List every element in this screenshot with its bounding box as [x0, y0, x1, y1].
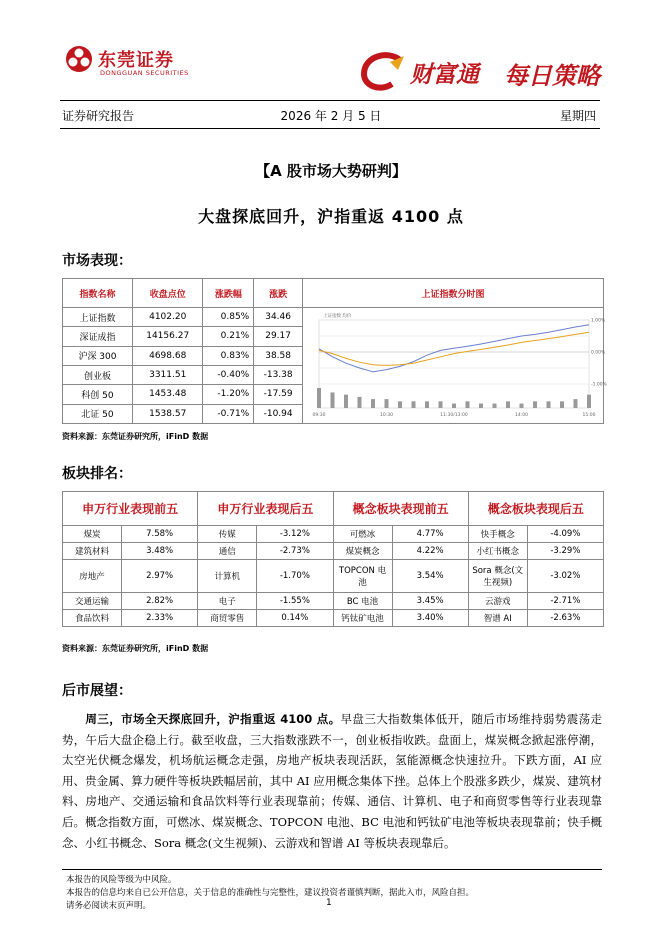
- sector-name: 煤炭: [63, 526, 122, 543]
- sector-pct: 3.40%: [392, 610, 468, 627]
- index-chg: 34.46: [254, 308, 303, 327]
- sector-name: 快手概念: [468, 526, 527, 543]
- volume-bar: [493, 404, 497, 408]
- volume-bar: [439, 401, 443, 408]
- index-pct: 0.21%: [203, 327, 254, 346]
- sector-pct: -3.02%: [527, 560, 603, 593]
- volume-bar: [506, 401, 510, 408]
- col-header-chg: 涨跌: [254, 279, 303, 308]
- volume-bar: [466, 401, 470, 408]
- volume-bar: [587, 395, 591, 408]
- sector-pct: -3.29%: [527, 543, 603, 560]
- report-title: 【A 股市场大势研判】: [255, 162, 407, 180]
- index-name: 上证指数: [63, 308, 133, 327]
- chart-legend: 上证指数 均价: [323, 314, 352, 319]
- volume-bar: [560, 401, 564, 408]
- sector-header-sw-top: 申万行业表现前五: [63, 492, 198, 526]
- sector-pct: 2.33%: [122, 610, 198, 627]
- x-tick-label: 10:30: [380, 413, 393, 418]
- column-name: 每日策略: [504, 61, 600, 90]
- sector-pct: -2.63%: [527, 610, 603, 627]
- volume-bar: [574, 399, 578, 408]
- sector-name: 可燃冰: [333, 526, 392, 543]
- index-pct: -0.71%: [203, 404, 254, 423]
- volume-bar: [412, 401, 416, 408]
- sector-name: BC 电池: [333, 593, 392, 610]
- sector-pct: 4.77%: [392, 526, 468, 543]
- brand-name: 财富通: [410, 61, 479, 88]
- sector-name: 传媒: [198, 526, 257, 543]
- sector-pct: 2.97%: [122, 560, 198, 593]
- report-weekday: 星期四: [559, 109, 596, 123]
- intraday-chart: [303, 308, 607, 420]
- sector-name: 房地产: [63, 560, 122, 593]
- sector-header-sw-bottom: 申万行业表现后五: [198, 492, 333, 526]
- x-tick-label: 15:00: [582, 413, 596, 418]
- chart-frame: [319, 320, 589, 408]
- sector-name: 食品饮料: [63, 610, 122, 627]
- index-name: 沪深 300: [63, 346, 133, 365]
- sector-pct: -4.09%: [527, 526, 603, 543]
- volume-bar: [533, 401, 537, 408]
- report-subtitle: 大盘探底回升，沪指重返 4100 点: [198, 207, 464, 226]
- index-close: 3311.51: [132, 365, 203, 384]
- company-logo-mark: [64, 44, 94, 74]
- index-chg: -13.38: [254, 365, 303, 384]
- index-name: 创业板: [63, 365, 133, 384]
- sector-pct: -1.70%: [257, 560, 333, 593]
- col-header-pct: 涨跌幅: [203, 279, 254, 308]
- volume-bar: [520, 404, 524, 408]
- y-tick-label: 0.00%: [591, 350, 606, 356]
- index-close: 14156.27: [132, 327, 203, 346]
- volume-bar: [547, 401, 551, 408]
- x-tick-label: 11:30/13:00: [440, 413, 468, 418]
- sector-name: 计算机: [198, 560, 257, 593]
- sector-name: 小红书概念: [468, 543, 527, 560]
- brand-logo-mark: [360, 52, 408, 92]
- sector-name: 交通运输: [63, 593, 122, 610]
- index-close: 1453.48: [132, 385, 203, 404]
- volume-bar: [398, 401, 402, 408]
- y-tick-label: 1.00%: [591, 318, 606, 324]
- sector-pct: 2.82%: [122, 593, 198, 610]
- sector-source: 资料来源：东莞证券研究所，iFinD 数据: [62, 644, 209, 653]
- volume-bar: [317, 388, 321, 408]
- header-rule-top: [60, 100, 600, 101]
- index-name: 北证 50: [63, 404, 133, 423]
- sector-heading: 板块排名：: [62, 466, 132, 482]
- volume-bar: [452, 404, 456, 408]
- index-chg: -17.59: [254, 385, 303, 404]
- market-heading: 市场表现：: [62, 253, 132, 269]
- outlook-paragraph: [62, 709, 602, 853]
- index-name: 科创 50: [63, 385, 133, 404]
- company-name-en: DONGGUAN SECURITIES: [100, 69, 189, 77]
- index-chg: 29.17: [254, 327, 303, 346]
- sector-pct: 0.14%: [257, 610, 333, 627]
- sector-pct: 4.22%: [392, 543, 468, 560]
- index-chg: 38.58: [254, 346, 303, 365]
- sector-name: 电子: [198, 593, 257, 610]
- volume-bar: [331, 392, 335, 408]
- outlook-body: 早盘三大指数集体低开，随后市场维持弱势震荡走势，午后大盘企稳上行。截至收盘，三大指数涨跌不一，创业板指收跌。盘面上，煤炭概念掀起涨停潮，太空光伏概念爆发，机场航运概念走强，房地产板块表现活跃，氢能源概念快速拉升。下跌方面，AI 应用、贵金属、算力硬件等板块跌幅居前，其中 AI 应用概念集体下挫。总体上个股涨多跌少，煤炭、建筑材料、房地产、交通运输和食品饮料等行业表现靠前；传媒、通信、计算机、电子和商贸零售等行业表现靠后。概念指数方面，可燃冰、煤炭概念、TOPCON 电池、BC 电池和钙钛矿电池等板块表现靠前；快手概念、小红书概念、Sora 概念(文生视频)、云游戏和智谱 AI 等板块表现靠后。: [62, 712, 603, 850]
- market-source: 资料来源：东莞证券研究所，iFinD 数据: [62, 432, 209, 441]
- footer-note: 请务必阅读末页声明。: [66, 901, 152, 911]
- index-pct: -0.40%: [203, 365, 254, 384]
- index-chg: -10.94: [254, 404, 303, 423]
- footer-rule: [62, 869, 602, 870]
- x-tick-label: 14:00: [515, 413, 528, 418]
- outlook-heading: 后市展望：: [62, 683, 132, 699]
- sector-header-concept-bottom: 概念板块表现后五: [468, 492, 603, 526]
- sector-pct: -2.71%: [527, 593, 603, 610]
- sector-name: 建筑材料: [63, 543, 122, 560]
- report-type: 证券研究报告: [62, 109, 135, 123]
- sector-name: Sora 概念(文生视频): [468, 560, 527, 593]
- volume-bar: [479, 404, 483, 408]
- company-name-cn: 东莞证券: [98, 50, 174, 71]
- sector-name: TOPCON 电池: [333, 560, 392, 593]
- sector-pct: 3.48%: [122, 543, 198, 560]
- index-pct: -1.20%: [203, 385, 254, 404]
- sector-pct: 3.54%: [392, 560, 468, 593]
- index-close: 4102.20: [132, 308, 203, 327]
- sector-name: 钙钛矿电池: [333, 610, 392, 627]
- footer-disclaimer: 本报告的信息均来自已公开信息，关于信息的准确性与完整性，建议投资者谨慎判断，据此入市，风险自担。: [66, 888, 475, 898]
- volume-bar: [425, 401, 429, 408]
- sector-name: 商贸零售: [198, 610, 257, 627]
- chart-header: 上证指数分时图: [303, 279, 604, 308]
- volume-bar: [358, 397, 362, 408]
- market-table: [62, 278, 607, 424]
- index-close: 1538.57: [132, 404, 203, 423]
- sector-pct: -3.12%: [257, 526, 333, 543]
- sector-header-concept-top: 概念板块表现前五: [333, 492, 468, 526]
- sector-name: 通信: [198, 543, 257, 560]
- volume-bar: [385, 399, 389, 408]
- outlook-lead: 周三，市场全天探底回升，沪指重返 4100 点。: [85, 712, 341, 726]
- sector-table: [62, 491, 604, 627]
- y-tick-label: -1.00%: [591, 382, 607, 388]
- index-pct: 0.83%: [203, 346, 254, 365]
- col-header-name: 指数名称: [63, 279, 133, 308]
- intraday-chart-cell: [303, 308, 607, 424]
- volume-bar: [371, 399, 375, 408]
- header-rule-bottom: [60, 128, 600, 129]
- sector-name: 煤炭概念: [333, 543, 392, 560]
- sector-pct: -1.55%: [257, 593, 333, 610]
- sector-pct: -2.73%: [257, 543, 333, 560]
- volume-bar: [344, 395, 348, 408]
- x-tick-label: 09:30: [312, 413, 326, 418]
- footer-risk: 本报告的风险等级为中风险。: [66, 875, 177, 885]
- index-close: 4698.68: [132, 346, 203, 365]
- page-number: 1: [326, 898, 332, 908]
- col-header-close: 收盘点位: [132, 279, 203, 308]
- sector-name: 云游戏: [468, 593, 527, 610]
- sector-pct: 7.58%: [122, 526, 198, 543]
- series-line-average: [319, 332, 589, 365]
- sector-name: 智谱 AI: [468, 610, 527, 627]
- series-line-price: [319, 325, 589, 372]
- sector-pct: 3.45%: [392, 593, 468, 610]
- index-pct: 0.85%: [203, 308, 254, 327]
- report-date: 2026 年 2 月 5 日: [280, 109, 382, 123]
- index-name: 深证成指: [63, 327, 133, 346]
